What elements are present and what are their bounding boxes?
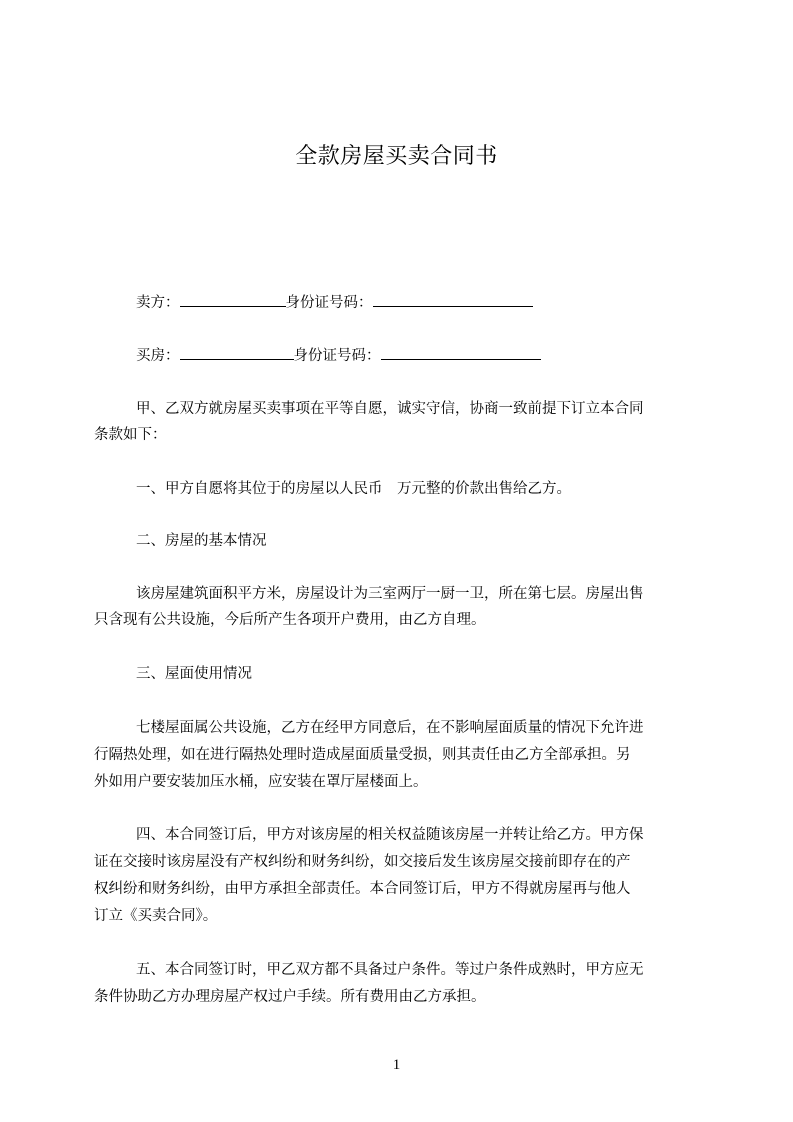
clause-4-line-3: 权纠纷和财务纠纷，由甲方承担全部责任。本合同签订后，甲方不得就房屋再与他人 (94, 881, 631, 897)
clause-3-line-1: 七楼屋面属公共设施，乙方在经甲方同意后，在不影响屋面质量的情况下允许进 (136, 720, 644, 736)
clause-5-line-2: 条件协助乙方办理房屋产权过户手续。所有费用由乙方承担。 (94, 989, 486, 1005)
clause-3-heading: 三、屋面使用情况 (136, 666, 252, 682)
clause-2-line-2: 只含现有公共设施，今后所产生各项开户费用，由乙方自理。 (94, 612, 486, 628)
intro-line-2: 条款如下： (94, 427, 167, 443)
clause-3-line-2: 行隔热处理，如在进行隔热处理时造成屋面质量受损，则其责任由乙方全部承担。另 (94, 747, 631, 763)
buyer-name-blank (180, 345, 294, 360)
clause-3-line-3: 外如用户要安装加压水桶，应安装在罩厅屋楼面上。 (94, 774, 428, 790)
clause-2-heading: 二、房屋的基本情况 (136, 533, 267, 549)
seller-label: 卖方： (136, 295, 180, 311)
seller-name-blank (180, 292, 286, 307)
clause-1: 一、甲方自愿将其位于的房屋以人民币 万元整的价款出售给乙方。 (136, 481, 571, 497)
clause-4-line-2: 证在交接时该房屋没有产权纠纷和财务纠纷，如交接后发生该房屋交接前即存在的产 (94, 854, 631, 870)
page-number: 1 (392, 1057, 401, 1073)
buyer-label: 买房： (136, 348, 180, 364)
seller-id-blank (373, 292, 533, 307)
clause-4-line-1: 四、本合同签订后，甲方对该房屋的相关权益随该房屋一并转让给乙方。甲方保 (136, 827, 644, 843)
buyer-id-blank (381, 345, 541, 360)
seller-id-label: 身份证号码： (285, 295, 373, 311)
intro-line-1: 甲、乙双方就房屋买卖事项在平等自愿，诚实守信，协商一致前提下订立本合同 (136, 401, 644, 417)
buyer-line (94, 345, 746, 365)
clause-2-line-1: 该房屋建筑面积平方米，房屋设计为三室两厅一厨一卫，所在第七层。房屋出售 (136, 586, 644, 602)
clause-5-line-1: 五、本合同签订时，甲乙双方都不具备过户条件。等过户条件成熟时，甲方应无 (136, 962, 644, 978)
seller-line (94, 292, 746, 312)
buyer-id-label: 身份证号码： (293, 348, 381, 364)
clause-4-line-4: 订立《买卖合同》。 (94, 908, 218, 924)
document-title: 全款房屋买卖合同书 (295, 144, 498, 169)
